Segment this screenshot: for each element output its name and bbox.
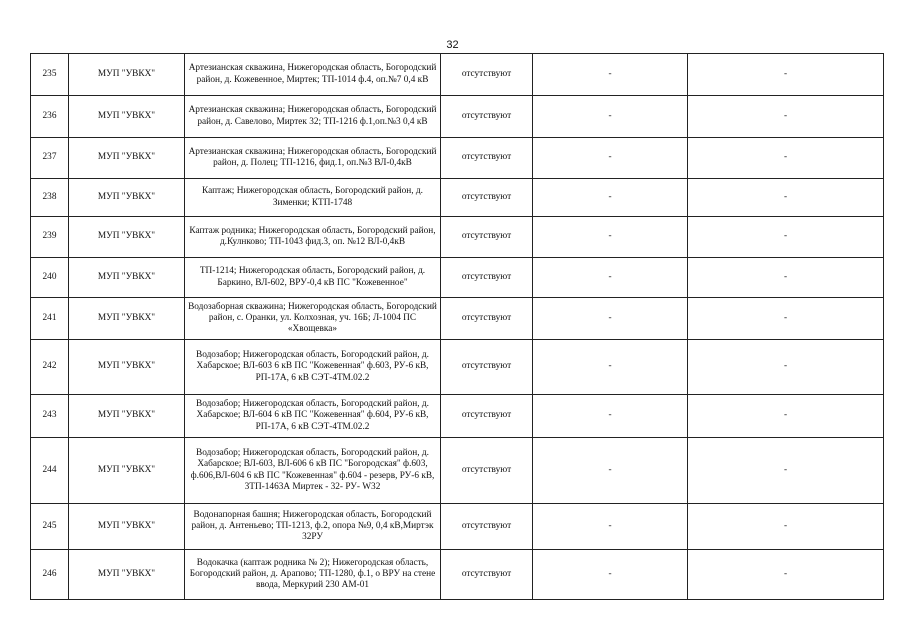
dash-cell-2: -: [688, 138, 884, 179]
row-number-cell: 240: [31, 258, 69, 298]
dash-cell-2: -: [688, 54, 884, 96]
table-row: [31, 217, 884, 258]
dash-cell-1: -: [533, 550, 688, 600]
organization-cell: МУП "УВКХ": [69, 96, 185, 138]
row-number-cell: 246: [31, 550, 69, 600]
table-row: [31, 438, 884, 504]
status-cell: отсутствуют: [441, 179, 533, 217]
object-description-cell: Артезианская скважина, Нижегородская область, Богородский район, д. Кожевенное, Миртек; ТП-1014 ф.4, оп.№7 0,4 кВ: [185, 54, 441, 96]
dash-cell-2: -: [688, 340, 884, 395]
dash-cell-1: -: [533, 395, 688, 438]
table-row: [31, 258, 884, 298]
dash-cell-2: -: [688, 96, 884, 138]
dash-cell-1: -: [533, 438, 688, 504]
organization-cell: МУП "УВКХ": [69, 258, 185, 298]
organization-cell: МУП "УВКХ": [69, 298, 185, 340]
organization-cell: МУП "УВКХ": [69, 217, 185, 258]
row-number-cell: 239: [31, 217, 69, 258]
object-description-cell: Водонапорная башня; Нижегородская область, Богородский район, д. Антеньево; ТП-1213, ф.2, опора №9, 0,4 кВ,Миртэк 32РУ: [185, 504, 441, 550]
organization-cell: МУП "УВКХ": [69, 138, 185, 179]
table-row: [31, 504, 884, 550]
organization-cell: МУП "УВКХ": [69, 340, 185, 395]
object-description-cell: Каптаж родника; Нижегородская область, Богородский район, д.Кулнково; ТП-1043 фид.3, оп. №12 ВЛ-0,4кВ: [185, 217, 441, 258]
row-number-cell: 245: [31, 504, 69, 550]
dash-cell-1: -: [533, 504, 688, 550]
object-description-cell: Водозабор; Нижегородская область, Богородский район, д. Хабарское; ВЛ-603, ВЛ-606 6 кВ ПС "Богородская" ф.603, ф.606,ВЛ-604 6 кВ ПС "Кожевенная" ф.604 - резерв, РУ-6 кВ, 3ТП-1463А Миртек - 32- РУ- W32: [185, 438, 441, 504]
table-row: [31, 550, 884, 600]
dash-cell-1: -: [533, 217, 688, 258]
table-row: [31, 96, 884, 138]
row-number-cell: 243: [31, 395, 69, 438]
organization-cell: МУП "УВКХ": [69, 179, 185, 217]
organization-cell: МУП "УВКХ": [69, 550, 185, 600]
object-description-cell: Водозабор; Нижегородская область, Богородский район, д. Хабарское; ВЛ-603 6 кВ ПС "Кожевенная" ф.603, РУ-6 кВ, РП-17А, 6 кВ СЭТ-4ТМ.02.2: [185, 340, 441, 395]
organization-cell: МУП "УВКХ": [69, 54, 185, 96]
table-row: [31, 54, 884, 96]
status-cell: отсутствуют: [441, 96, 533, 138]
row-number-cell: 241: [31, 298, 69, 340]
object-description-cell: Артезианская скважина; Нижегородская область, Богородский район, д. Савелово, Миртек 32; ТП-1216 ф.1,оп.№3 0,4 кВ: [185, 96, 441, 138]
dash-cell-1: -: [533, 96, 688, 138]
dash-cell-2: -: [688, 258, 884, 298]
dash-cell-2: -: [688, 217, 884, 258]
row-number-cell: 236: [31, 96, 69, 138]
dash-cell-1: -: [533, 340, 688, 395]
dash-cell-2: -: [688, 504, 884, 550]
dash-cell-2: -: [688, 550, 884, 600]
status-cell: отсутствуют: [441, 54, 533, 96]
table-row: [31, 179, 884, 217]
objects-table: [30, 53, 884, 600]
status-cell: отсутствуют: [441, 258, 533, 298]
page-number: 32: [446, 39, 459, 51]
row-number-cell: 238: [31, 179, 69, 217]
dash-cell-1: -: [533, 179, 688, 217]
status-cell: отсутствуют: [441, 438, 533, 504]
object-description-cell: ТП-1214; Нижегородская область, Богородский район, д. Баркино, ВЛ-602, ВРУ-0,4 кВ ПС "Кожевенное": [185, 258, 441, 298]
row-number-cell: 244: [31, 438, 69, 504]
dash-cell-2: -: [688, 298, 884, 340]
status-cell: отсутствуют: [441, 217, 533, 258]
row-number-cell: 237: [31, 138, 69, 179]
row-number-cell: 235: [31, 54, 69, 96]
dash-cell-1: -: [533, 298, 688, 340]
table-row: [31, 340, 884, 395]
status-cell: отсутствуют: [441, 550, 533, 600]
dash-cell-2: -: [688, 179, 884, 217]
dash-cell-1: -: [533, 138, 688, 179]
object-description-cell: Артезианская скважина; Нижегородская область, Богородский район, д. Полец; ТП-1216, фид.1, оп.№3 ВЛ-0,4кВ: [185, 138, 441, 179]
dash-cell-2: -: [688, 438, 884, 504]
organization-cell: МУП "УВКХ": [69, 438, 185, 504]
object-description-cell: Водозабор; Нижегородская область, Богородский район, д. Хабарское; ВЛ-604 6 кВ ПС "Кожевенная" ф.604, РУ-6 кВ, РП-17А, 6 кВ СЭТ-4ТМ.02.2: [185, 395, 441, 438]
object-description-cell: Каптаж; Нижегородская область, Богородский район, д. Зименки; КТП-1748: [185, 179, 441, 217]
organization-cell: МУП "УВКХ": [69, 395, 185, 438]
organization-cell: МУП "УВКХ": [69, 504, 185, 550]
table-row: [31, 138, 884, 179]
status-cell: отсутствуют: [441, 504, 533, 550]
status-cell: отсутствуют: [441, 395, 533, 438]
row-number-cell: 242: [31, 340, 69, 395]
dash-cell-1: -: [533, 258, 688, 298]
dash-cell-1: -: [533, 54, 688, 96]
table-row: [31, 395, 884, 438]
status-cell: отсутствуют: [441, 340, 533, 395]
object-description-cell: Водокачка (каптаж родника № 2); Нижегородская область, Богородский район, д. Арапово; ТП-1280, ф.1, о ВРУ на стене ввода, Меркурий 230 АМ-01: [185, 550, 441, 600]
status-cell: отсутствуют: [441, 298, 533, 340]
status-cell: отсутствуют: [441, 138, 533, 179]
object-description-cell: Водозаборная скважина; Нижегородская область, Богородский район, с. Оранки, ул. Колхозная, уч. 16Б; Л-1004 ПС «Хвощевка»: [185, 298, 441, 340]
dash-cell-2: -: [688, 395, 884, 438]
table-row: [31, 298, 884, 340]
